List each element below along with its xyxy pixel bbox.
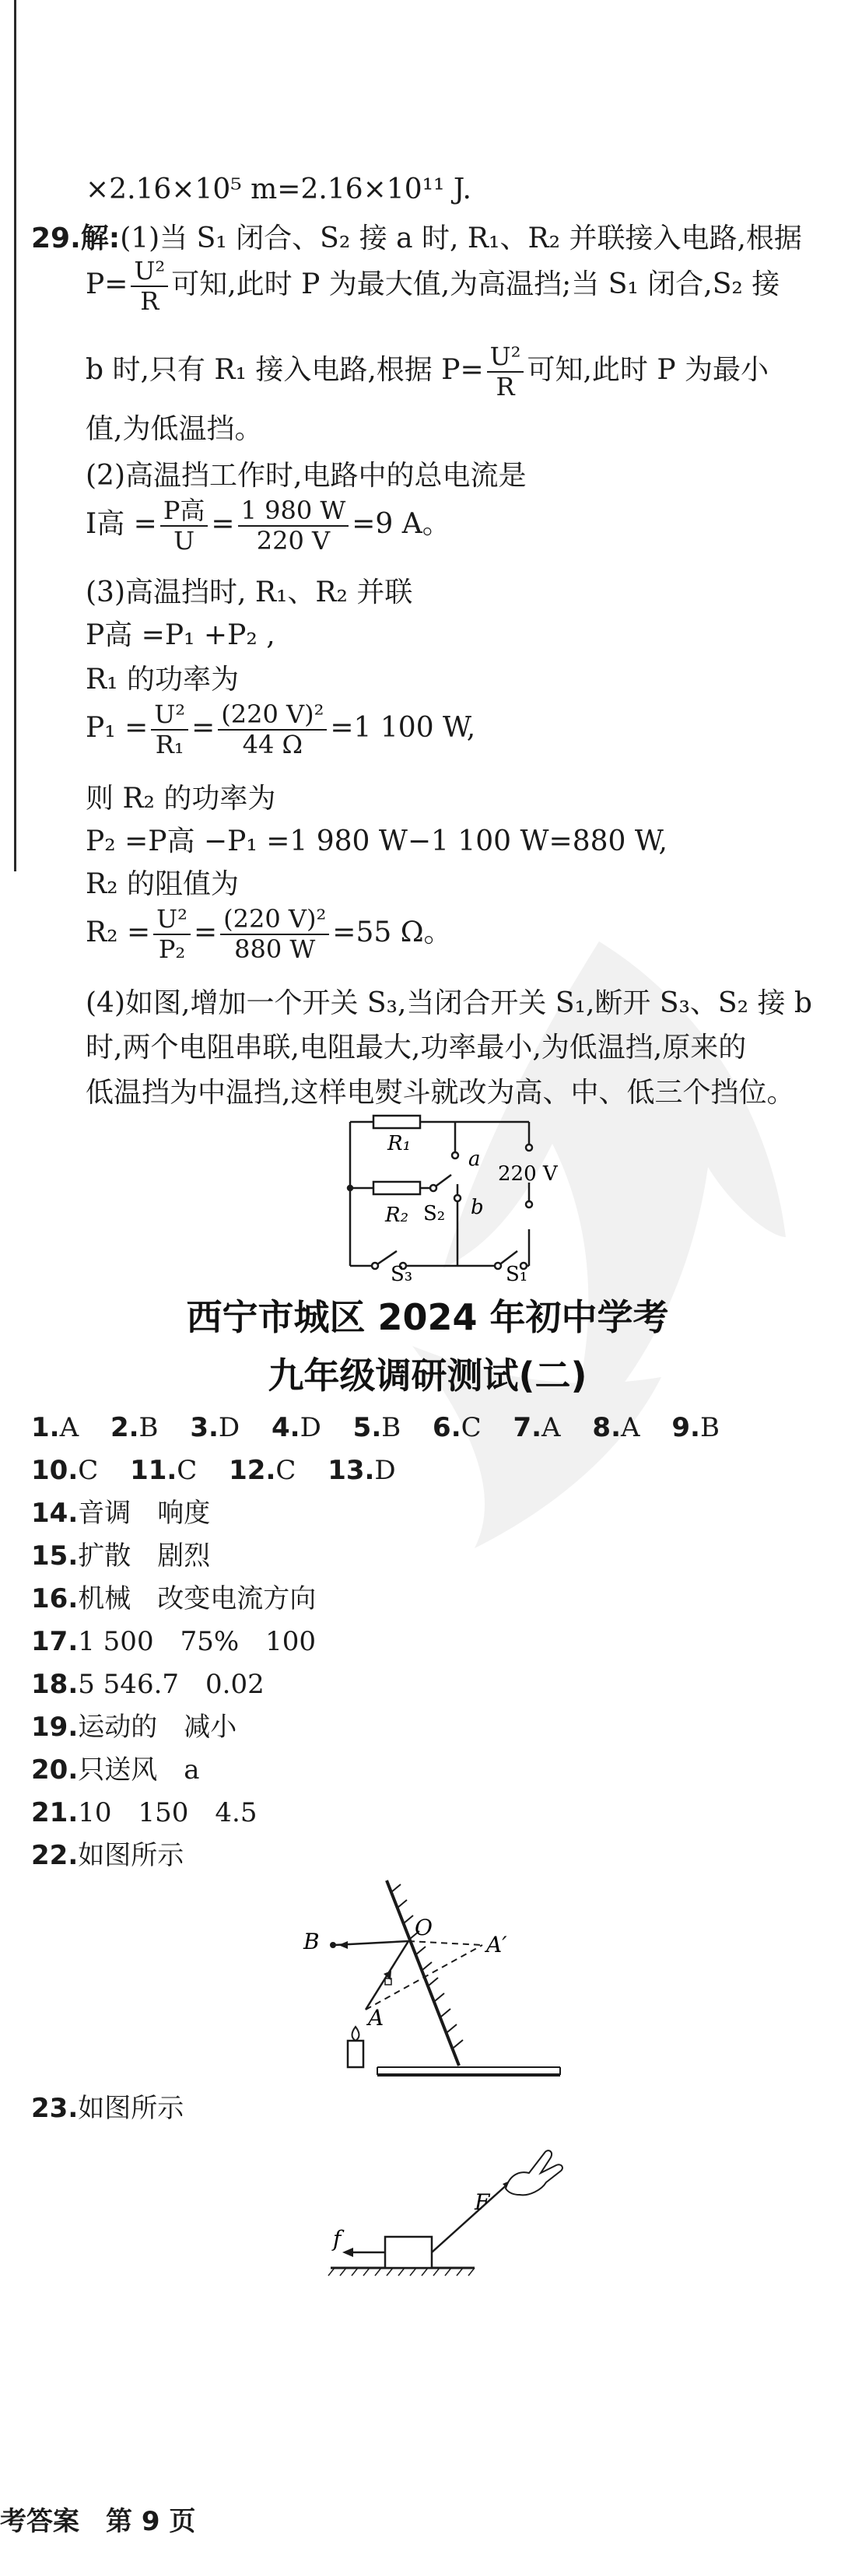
fraction-denominator: R — [140, 286, 159, 316]
resistor-r1 — [373, 1116, 420, 1128]
label-s2: S₂ — [423, 1202, 446, 1225]
q29-number: 29. — [31, 223, 81, 254]
answer-item: 7.A — [513, 1412, 561, 1443]
answer-item: 13.D — [328, 1455, 396, 1486]
answer-item: 8.A — [592, 1412, 640, 1443]
fill-answer-17: 17.1 500 75% 100 — [31, 1626, 317, 1657]
candle-icon — [348, 2041, 363, 2067]
page-footer: 考答案 第 9 页 — [0, 2506, 196, 2537]
answer-item: 9.B — [671, 1412, 720, 1443]
section-title-line2: 九年级调研测试(二) — [268, 1355, 587, 1397]
fill-answer-18: 18.5 546.7 0.02 — [31, 1669, 265, 1700]
q29-part3-heading: (3)高温挡时, R₁、R₂ 并联 — [86, 577, 413, 608]
answers-row-1 — [31, 1412, 720, 1444]
fraction-denominator: P₂ — [158, 934, 186, 964]
q29-line3 — [86, 342, 769, 401]
hand-icon — [506, 2150, 562, 2195]
fraction-numerator: U² — [131, 257, 168, 287]
answer-item: 6.C — [433, 1412, 482, 1443]
equals-sign: = — [211, 507, 235, 540]
label-s3: S₃ — [391, 1263, 413, 1284]
label-F: F — [475, 2189, 490, 2215]
equation-prefix: P₁ = — [86, 711, 149, 744]
value-fraction — [218, 700, 327, 759]
label-a: a — [468, 1148, 481, 1171]
fill-answer-16: 16.机械 改变电流方向 — [31, 1583, 317, 1614]
block — [385, 2237, 432, 2268]
answer-item: 1.A — [31, 1412, 79, 1443]
fraction-numerator: (220 V)² — [218, 700, 327, 731]
q23-line: 23.如图所示 — [31, 2093, 184, 2124]
label-A: A — [368, 2005, 384, 2031]
equation-prefix: I高 = — [86, 507, 157, 540]
equation-prefix: R₂ = — [86, 916, 151, 948]
fraction-denominator: 220 V — [256, 525, 331, 556]
fill-answer-21: 21.10 150 4.5 — [31, 1797, 258, 1828]
fraction-numerator: 1 980 W — [238, 496, 349, 527]
power-fraction — [131, 257, 168, 316]
fraction-numerator: P高 — [160, 496, 208, 527]
label-B: B — [303, 1929, 320, 1954]
q29-line4: 值,为低温挡。 — [86, 413, 263, 445]
fraction-denominator: 880 W — [234, 934, 316, 964]
q29-part3-line3: R₁ 的功率为 — [86, 664, 239, 696]
answer-item: 3.D — [190, 1412, 240, 1443]
force-diagram-figure — [319, 2128, 568, 2283]
current-fraction-1 — [160, 496, 208, 556]
section-title-line1: 西宁市城区 2024 年初中学考 — [186, 1296, 669, 1338]
fraction-denominator: R₁ — [155, 729, 184, 759]
q29-part4-line2: 时,两个电阻串联,电阻最大,功率最小,为低温挡,原来的 — [86, 1032, 747, 1064]
page-margin-rule — [14, 0, 16, 871]
answer-item: 4.D — [272, 1412, 321, 1443]
q29-line2 — [86, 257, 780, 316]
fraction-numerator: U² — [487, 342, 524, 373]
q29-part3-equation1: P₁ = $\frac{\text{U²}}{\text{R₁}}$ = $\frac{\text{(220 V)²}}{44 \Omega}$ =1 100 W, — [86, 699, 476, 759]
circuit-diagram — [342, 1113, 576, 1284]
q29-part4-line1: (4)如图,增加一个开关 S₃,当闭合开关 S₁,断开 S₃、S₂ 接 b — [86, 987, 812, 1019]
q29-p1-line1: (1)当 S₁ 闭合、S₂ 接 a 时, R₁、R₂ 并联接入电路,根据 — [120, 223, 802, 254]
q29-line1 — [31, 222, 802, 255]
label-b: b — [471, 1196, 484, 1219]
mirror-line — [387, 1880, 459, 2066]
value-fraction — [220, 905, 329, 964]
answer-item: 5.B — [352, 1412, 401, 1443]
q29-part2-equation — [86, 496, 450, 556]
q29-p1-line2-text: 可知,此时 P 为最大值,为高温挡;当 S₁ 闭合,S₂ 接 — [171, 268, 780, 300]
q29-part3-equation2: R₂ = $\frac{\text{U²}}{\text{P₂}}$ = $\frac{\text{(220 V)²}}{880 W}$ =55 Ω。 — [86, 904, 452, 964]
label-r2: R₂ — [385, 1204, 408, 1227]
equation-result: =9 A。 — [352, 507, 450, 540]
fill-answer-14: 14.音调 响度 — [31, 1498, 211, 1529]
top-line: ×2.16×10⁵ m=2.16×10¹¹ J. — [86, 173, 471, 205]
fill-answer-20: 20.只送风 a — [31, 1754, 200, 1786]
resistance-fraction — [153, 905, 191, 964]
power-fraction — [151, 700, 188, 759]
equation-result: =55 Ω。 — [332, 916, 452, 948]
answer-item: 2.B — [110, 1412, 159, 1443]
answers-row-2 — [31, 1455, 396, 1487]
fraction-numerator: U² — [151, 700, 188, 731]
label-f: f — [333, 2226, 342, 2252]
label-r1: R₁ — [387, 1132, 411, 1155]
fraction-denominator: 44 Ω — [242, 729, 303, 759]
resistor-r2 — [373, 1182, 420, 1194]
mirror-reflection-figure — [300, 1871, 576, 2081]
answer-item: 11.C — [130, 1455, 198, 1486]
fill-answer-19: 19.运动的 减小 — [31, 1712, 237, 1743]
equation-result: =1 100 W, — [330, 711, 476, 744]
fill-answer-15: 15.扩散 剧烈 — [31, 1540, 211, 1572]
answer-item: 12.C — [229, 1455, 296, 1486]
q29-p1-line3-end: 可知,此时 P 为最小 — [527, 353, 769, 386]
fraction-numerator: U² — [153, 905, 191, 935]
q29-part3-line6: P₂ =P高 −P₁ =1 980 W−1 100 W=880 W, — [86, 825, 668, 857]
answer-item: 10.C — [31, 1455, 99, 1486]
current-fraction-2 — [238, 496, 349, 556]
label-O: O — [415, 1915, 433, 1940]
q29-label: 解: — [80, 223, 121, 254]
power-fraction — [487, 342, 524, 401]
fill-answer-22: 22.如图所示 — [31, 1840, 184, 1871]
label-s1: S₁ — [506, 1263, 528, 1284]
q29-part3-line5: 则 R₂ 的功率为 — [86, 783, 276, 815]
q29-part3-line7: R₂ 的阻值为 — [86, 868, 239, 900]
q29-part3-line2: P高 =P₁ +P₂ , — [86, 619, 275, 651]
formula-prefix: P= — [86, 268, 128, 300]
fraction-numerator: (220 V)² — [220, 905, 329, 935]
q29-part2-heading: (2)高温挡工作时,电路中的总电流是 — [86, 460, 527, 492]
label-A-prime: A′ — [486, 1932, 507, 1957]
q29-part4-line3: 低温挡为中温挡,这样电熨斗就改为高、中、低三个挡位。 — [86, 1077, 795, 1109]
label-voltage: 220 V — [498, 1162, 558, 1186]
q29-p1-line3-text: b 时,只有 R₁ 接入电路,根据 P= — [86, 353, 484, 386]
fraction-denominator: U — [173, 525, 195, 556]
fraction-denominator: R — [496, 371, 515, 401]
